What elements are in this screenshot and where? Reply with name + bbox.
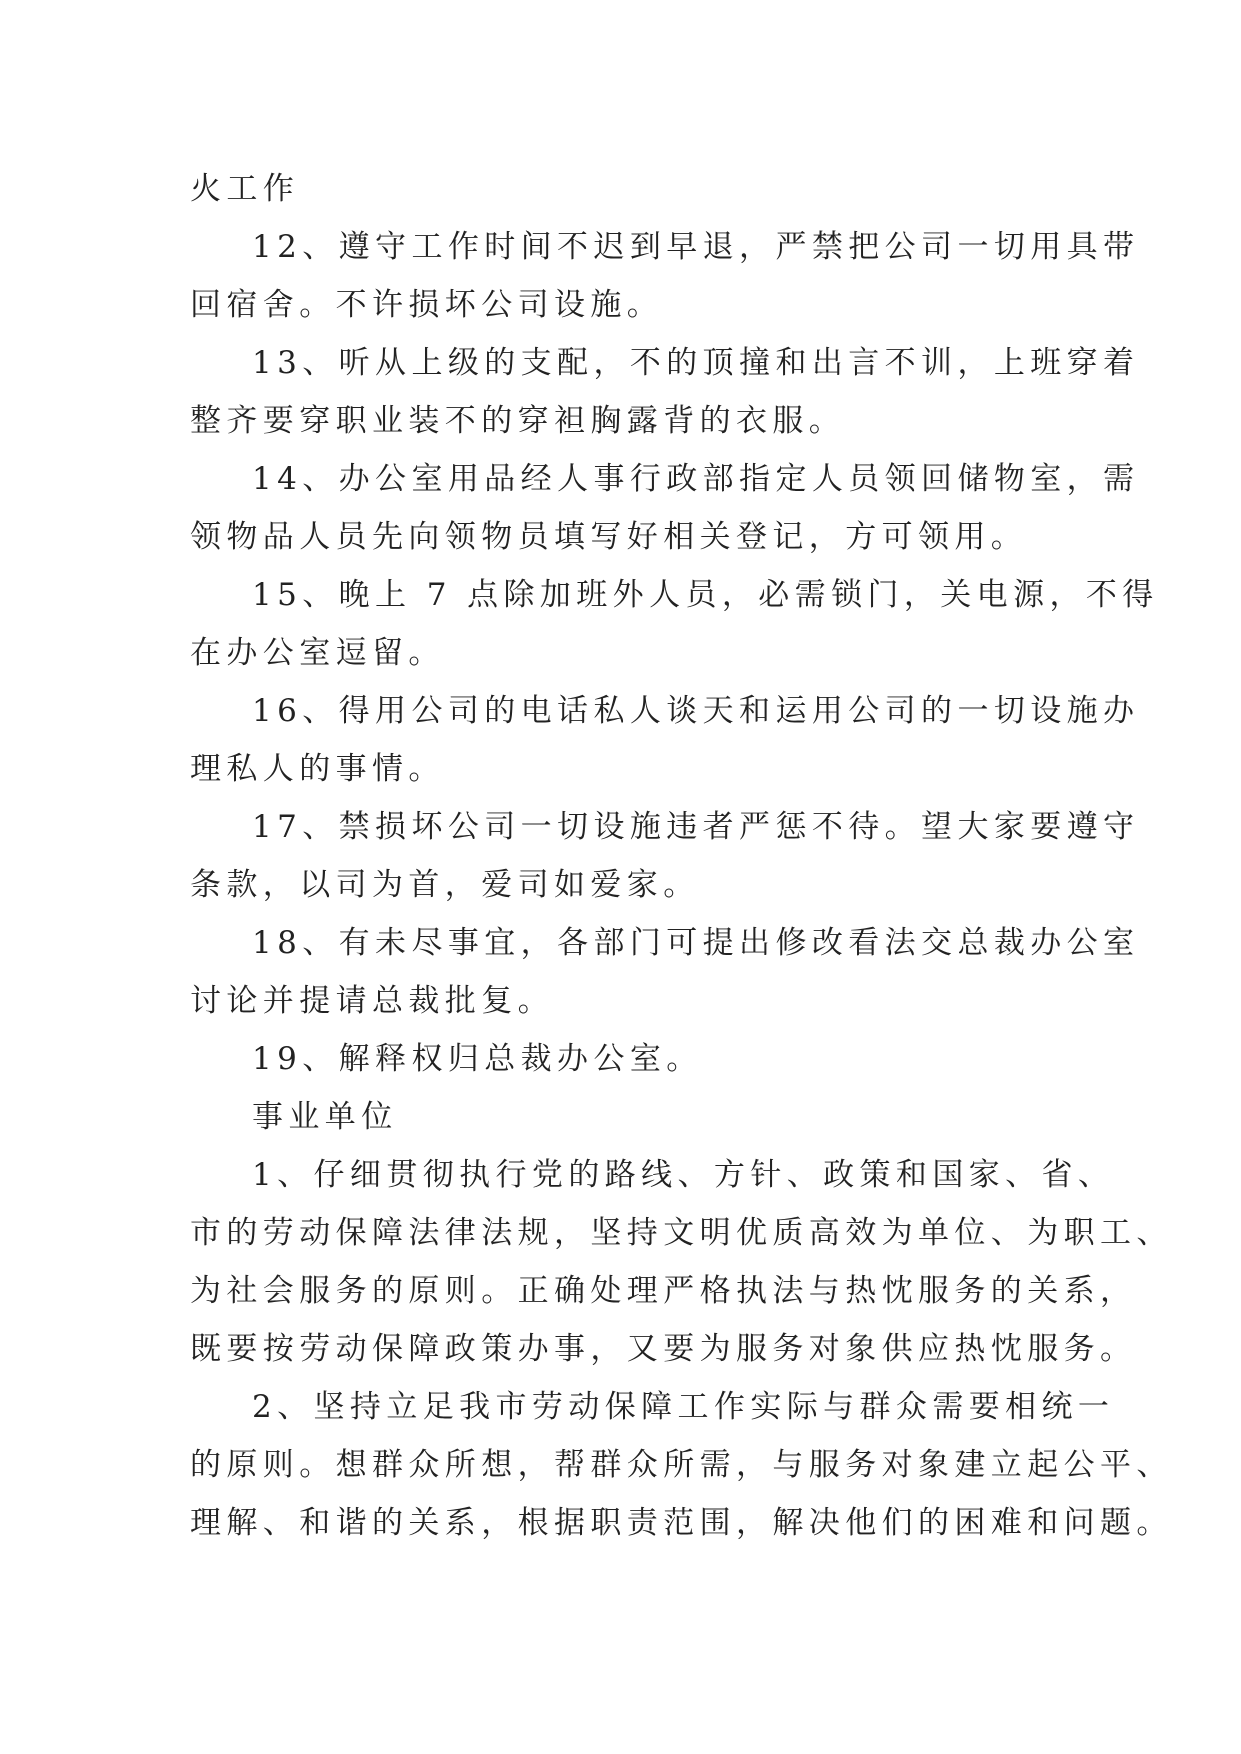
text-line: 1、仔细贯彻执行党的路线、方针、政策和国家、省、	[252, 1157, 1115, 1193]
text-line: 整齐要穿职业装不的穿袒胸露背的衣服。	[190, 403, 846, 439]
text-line: 理私人的事情。	[190, 751, 445, 787]
text-line: 市的劳动保障法律法规，坚持文明优质高效为单位、为职工、	[190, 1215, 1173, 1251]
text-line: 15、晚上 7 点除加班外人员，必需锁门，关电源，不得	[252, 577, 1159, 613]
text-line: 条款，以司为首，爱司如爱家。	[190, 867, 700, 903]
text-line: 领物品人员先向领物员填写好相关登记，方可领用。	[190, 519, 1028, 555]
document-page	[190, 160, 1173, 1552]
text-line: 理解、和谐的关系，根据职责范围，解决他们的困难和问题。	[190, 1505, 1173, 1541]
text-line: 12、遵守工作时间不迟到早退，严禁把公司一切用具带	[252, 229, 1140, 265]
section-heading: 事业单位	[252, 1099, 398, 1135]
text-line: 19、解释权归总裁办公室。	[252, 1041, 703, 1077]
text-line: 18、有未尽事宜，各部门可提出修改看法交总裁办公室	[252, 925, 1140, 961]
text-line: 火工作	[190, 171, 300, 207]
text-line: 14、办公室用品经人事行政部指定人员领回储物室，需	[252, 461, 1140, 497]
text-line: 2、坚持立足我市劳动保障工作实际与群众需要相统一	[252, 1389, 1115, 1425]
text-line: 讨论并提请总裁批复。	[190, 983, 554, 1019]
text-line: 既要按劳动保障政策办事，又要为服务对象供应热忱服务。	[190, 1331, 1137, 1367]
text-line: 在办公室逗留。	[190, 635, 445, 671]
text-line: 16、得用公司的电话私人谈天和运用公司的一切设施办	[252, 693, 1140, 729]
text-line: 回宿舍。不许损坏公司设施。	[190, 287, 664, 323]
text-line: 17、禁损坏公司一切设施违者严惩不待。望大家要遵守	[252, 809, 1140, 845]
text-line: 为社会服务的原则。正确处理严格执法与热忱服务的关系，	[190, 1273, 1137, 1309]
text-line: 的原则。想群众所想，帮群众所需，与服务对象建立起公平、	[190, 1447, 1173, 1483]
text-line: 13、听从上级的支配，不的顶撞和出言不训，上班穿着	[252, 345, 1140, 381]
